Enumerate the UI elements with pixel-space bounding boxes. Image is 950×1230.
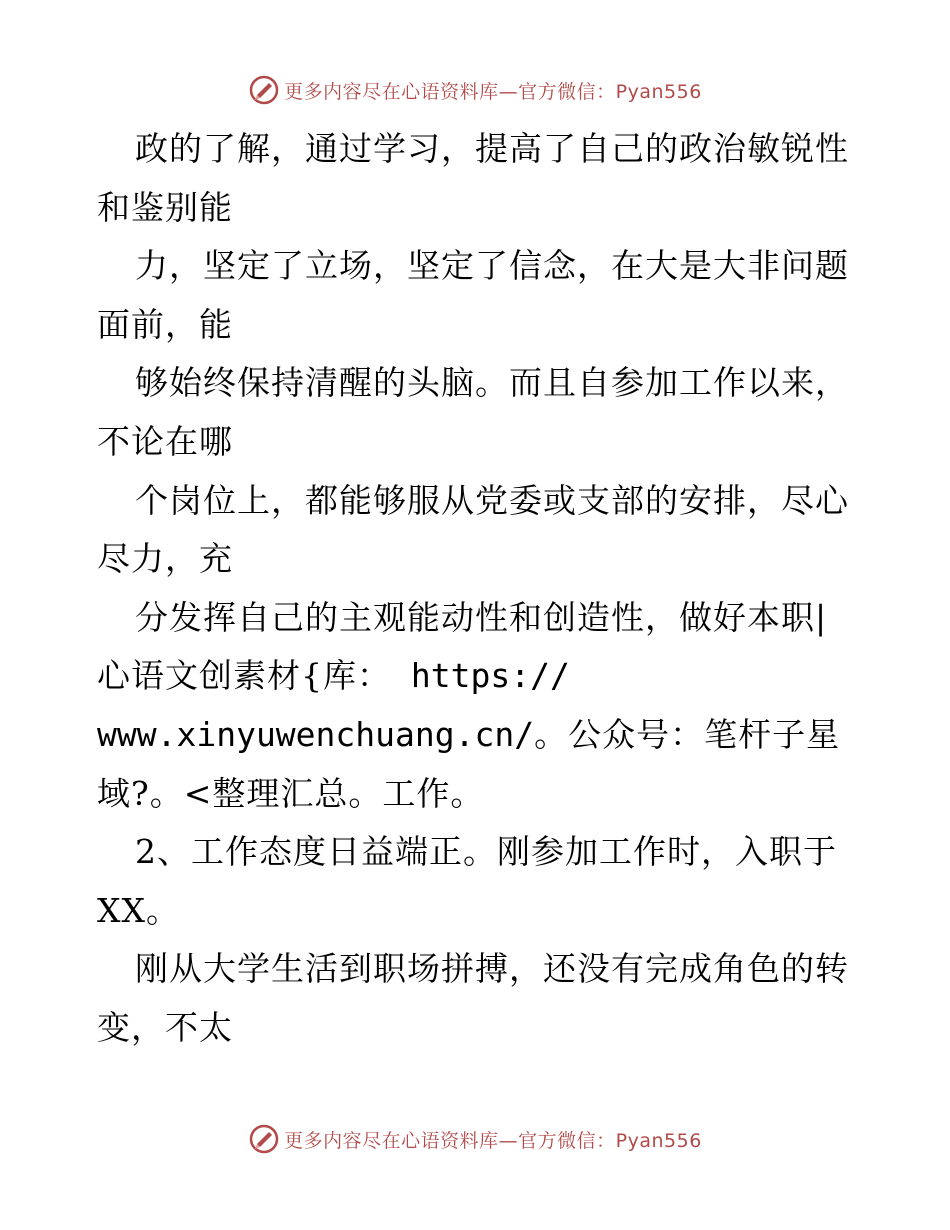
paragraph-line: 分发挥自己的主观能动性和创造性，做好本职| — [135, 597, 828, 637]
paragraph-line: 尽力，充 — [97, 539, 233, 579]
paragraph-line: XX。 — [97, 890, 180, 930]
brand-logo-icon — [248, 74, 280, 106]
paragraph-line: 个岗位上，都能够服从党委或支部的安排，尽心 — [135, 480, 849, 520]
paragraph-line: 2、工作态度日益端正。刚参加工作时，入职于 — [135, 832, 837, 872]
header-watermark-text: 更多内容尽在心语资料库—官方微信：Pyan556 — [284, 80, 702, 103]
line-segment: 。公众号：笔杆子星 — [534, 714, 841, 754]
paragraph-line — [97, 647, 857, 706]
paragraph-line: 面前，能 — [97, 304, 233, 344]
brand-logo-icon — [248, 1123, 280, 1155]
url-fragment: www.xinyuwenchuang.cn/ — [97, 714, 535, 754]
paragraph-line: 力，坚定了立场，坚定了信念，在大是大非问题 — [135, 246, 849, 286]
paragraph-line: 和鉴别能 — [97, 187, 233, 227]
paragraph-line: 刚从大学生活到职场拼搏，还没有完成角色的转 — [135, 949, 849, 989]
paragraph-line: 域?。<整理汇总。工作。 — [97, 773, 485, 813]
line-segment: 心语文创素材{库： — [97, 656, 391, 696]
paragraph-line: 够始终保持清醒的头脑。而且自参加工作以来， — [135, 363, 849, 403]
paragraph-line: 政的了解，通过学习，提高了自己的政治敏锐性 — [135, 129, 849, 168]
footer-watermark — [0, 1119, 950, 1159]
url-fragment: https:// — [391, 656, 570, 696]
document-body — [97, 120, 857, 1058]
footer-watermark-text: 更多内容尽在心语资料库—官方微信：Pyan556 — [284, 1129, 702, 1152]
header-watermark — [0, 70, 950, 110]
paragraph-line: 不论在哪 — [97, 421, 233, 461]
paragraph-line: 变，不太 — [97, 1007, 233, 1047]
paragraph-line — [97, 706, 857, 765]
